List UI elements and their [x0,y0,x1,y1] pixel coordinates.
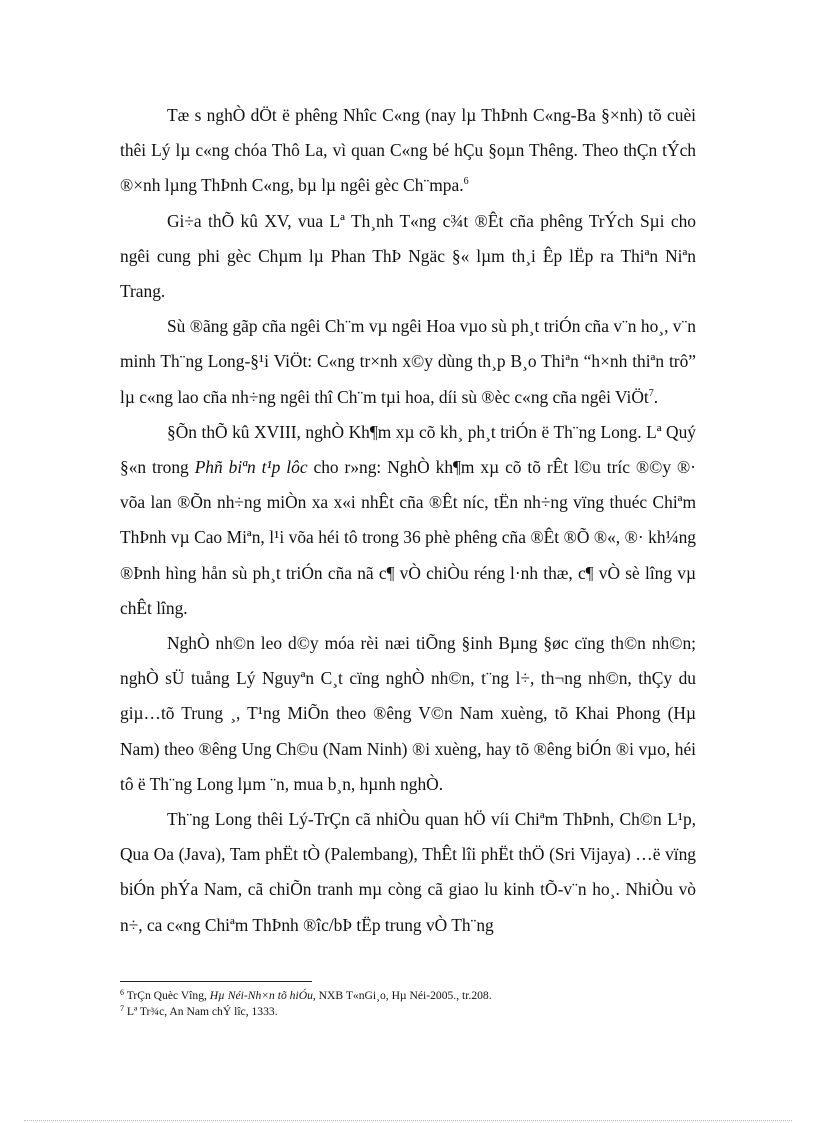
footnote-ref: 7 [648,387,654,399]
footnote-ref: 6 [463,176,469,188]
footnote-separator [120,981,312,982]
paragraph [120,309,696,415]
page-bottom-border [24,1120,792,1121]
paragraph [120,626,696,802]
paragraph-text: Th¨ng Long thêi Lý-TrÇn cã nhiÒu quan hÖ víi Chiªm ThÞnh, Ch©n L¹p, Qua Oa (Java), Tam phËt tÒ (Palembang), ThÊt lîi phËt thÖ (Sri Vijaya) …ë vïng biÓn phÝa Nam, cã chiÕn tranh mµ còng cã giao lu kinh tÕ-v¨n ho¸. NhiÒu vò n÷, ca c«ng Chiªm ThÞnh ®îc/bÞ tËp trung vÒ Th¨ng [120,809,696,935]
paragraph-text: Gi÷a thÕ kû XV, vua Lª Th¸nh T«ng c¾t ®Êt cña phêng TrÝch Sµi cho ngêi cung phi gèc Chµm lµ Phan ThÞ Ngäc §« lµm th¸i Êp lËp ra Thiªn Niªn Trang. [120,210,696,302]
paragraph-text: Sù ®ãng gãp cña ngêi Ch¨m vµ ngêi Hoa vµo sù ph¸t triÓn cña v¨n ho¸, v¨n minh Th¨ng Long-§¹i ViÖt: C«ng tr×nh x©y dùng th¸p B¸o Thiªn “h×nh thiªn trô” lµ c«ng lao cña nh÷ng ngêi thî Ch¨m tµi hoa, díi sù ®èc c«ng cña ngêi ViÖt [120,316,696,407]
footnote-text: TrÇn Quèc Vîng, [124,989,210,1002]
paragraph-text: Lª Quý §«n trong [120,421,697,478]
paragraph [120,802,696,943]
footnote-text: , NXB T«nGi¸o, Hµ Néi-2005., tr.208. [312,989,492,1002]
paragraph [120,415,696,626]
paragraph [120,204,696,310]
paragraph-text: NghÒ nh©n leo d©y móa rèi næi tiÕng §inh Bµng §øc cïng th©n nh©n; nghÒ sÜ tuång Lý Nguyªn C¸t cïng nghÒ nh©n, t¨ng l÷, th¬ng nh©n, thÇy du giµ…tõ Trung ¸, T¹ng MiÕn theo ®êng V©n Nam xuèng, tõ Khai Phong (Hµ Nam) theo ®êng Ung Ch©u (Nam Ninh) ®i xuèng, hay tõ ®êng biÓn ®i vµo, héi tô ë Th¨ng Long lµm ¨n, mua b¸n, hµnh nghÒ. [120,633,696,794]
footnote-number: 7 [120,1004,124,1013]
footnote [120,988,696,1004]
footnote [120,1004,696,1020]
footnote-text: Lª Tr¾c, An Nam chÝ lîc, 1333. [124,1005,278,1018]
italic-text: Phñ biªn t¹p lôc [194,457,308,478]
footnote-number: 6 [120,988,124,997]
paragraph-text: cho r»ng: NghÒ kh¶m xµ cõ tõ rÊt l©u tríc ®©y ®· võa lan ®Õn nh÷ng miÒn xa x«i nhÊt cña ®Êt níc, tËn nh÷ng vïng thuéc Chiªm ThÞnh vµ Cao Miªn, l¹i võa héi tô trong 36 phè phêng cña ®Êt ®Õ ®«, ®· kh¼ng ®Þnh hìng hån sù ph¸t triÓn cña nã c¶ vÒ chiÒu réng l·nh thæ, c¶ vÒ sè lîng vµ chÊt lîng. [120,457,696,618]
paragraph-text: Tæ s nghÒ dÖt ë phêng Nhîc C«ng (nay lµ ThÞnh C«ng-Ba §×nh) tõ cuèi thêi Lý lµ c«ng chóa Thô La, vì quan C«ng bé hÇu §oµn Thêng. Theo thÇn tÝch ®×nh lµng ThÞnh C«ng, bµ lµ ngêi gèc Ch¨mpa. [120,105,696,196]
footnote-text: Hµ Néi-Nh×n tõ hiÓu [209,989,313,1002]
paragraph-text: §Õn thÕ kû XVIII, nghÒ Kh¶m xµ cõ kh¸ ph¸t triÓn ë Th¨ng Long. [167,421,647,442]
footnotes [120,988,696,1020]
paragraph-text: . [653,386,659,407]
body-text [120,98,696,943]
paragraph [120,98,696,204]
